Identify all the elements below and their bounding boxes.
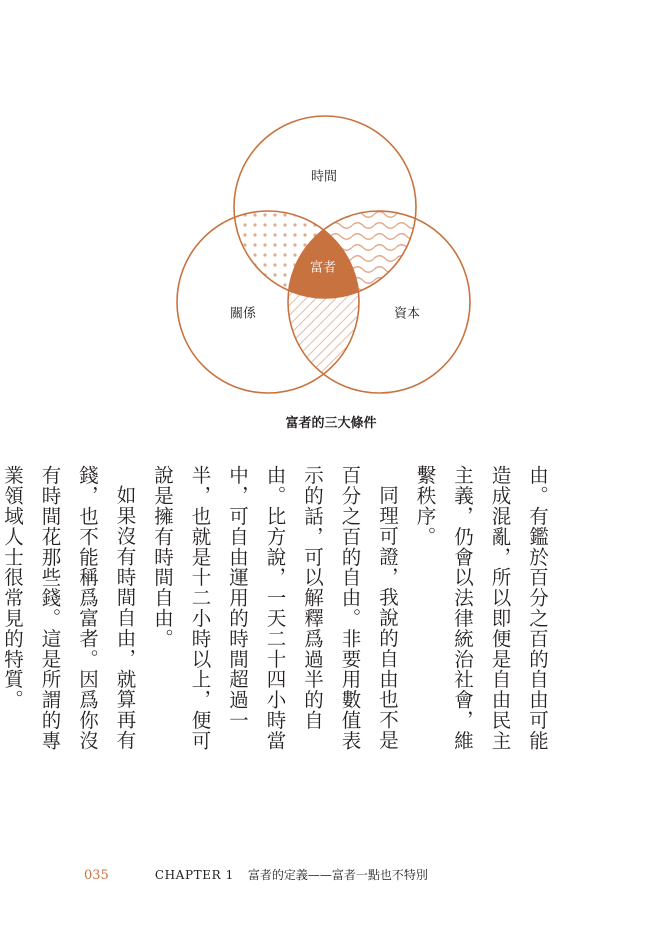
paragraph: 由。有鑑於百分之百的自由可能造成混亂，所以即便是自由民主主義，仍會以法律統治社會，維繫秩序。	[413, 465, 549, 751]
venn-diagram	[0, 0, 663, 420]
paragraph: 如果沒有時間自由，就算再有錢，也不能稱爲富者。因爲你沒有時間花那些錢。這是所謂的專業領域人士很常見的特質。	[1, 465, 137, 751]
label-relation: 關係	[229, 306, 257, 322]
diagram-caption: 富者的三大條件	[285, 416, 377, 431]
page-number: 035	[84, 868, 109, 883]
page-footer	[84, 866, 428, 883]
chapter-title: 富者的定義——富者一點也不特別	[247, 868, 428, 882]
body-text	[0, 465, 556, 765]
label-capital: 資本	[393, 306, 421, 322]
chapter-label: CHAPTER 1	[154, 868, 234, 882]
label-center: 富者	[309, 260, 337, 276]
label-time: 時間	[310, 169, 338, 185]
paragraph: 同理可證，我說的自由也不是百分之百的自由。非要用數值表示的話，可以解釋爲過半的自由。比方說，一天二十四小時當中，可自由運用的時間超過一半，也就是十二小時以上，便可說是擁有時間自由。	[151, 465, 399, 751]
